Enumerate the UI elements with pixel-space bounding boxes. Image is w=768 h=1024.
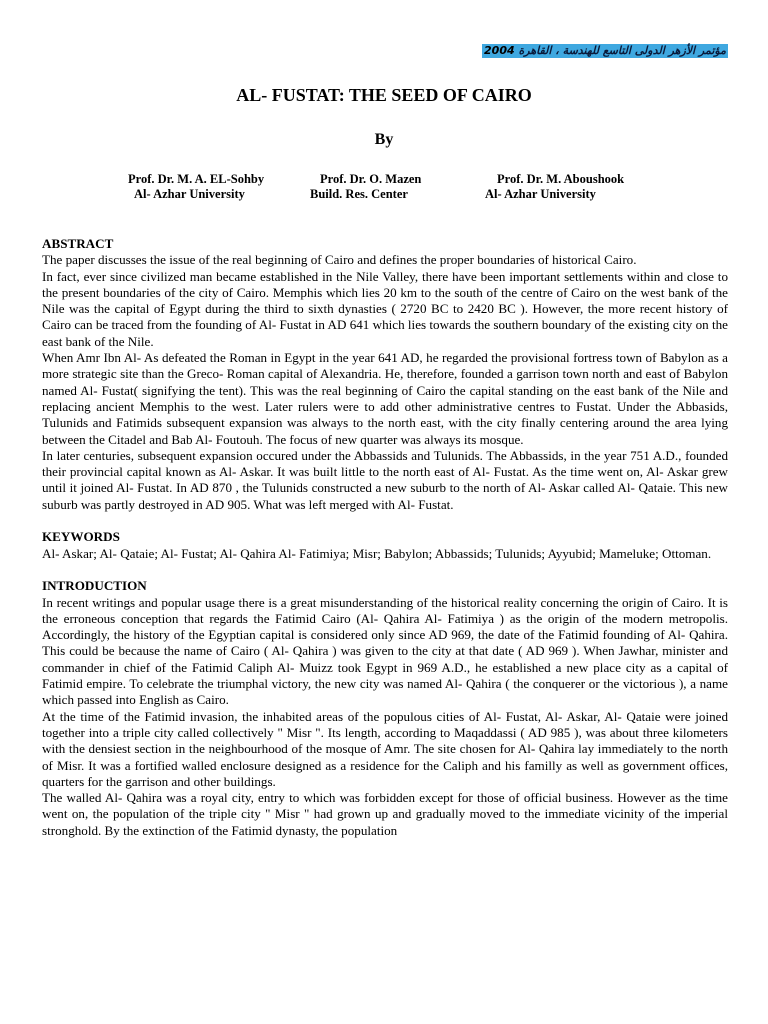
introduction-heading: INTRODUCTION xyxy=(42,578,147,594)
author-name: Prof. Dr. M. Aboushook xyxy=(497,172,625,186)
author-affiliation: Al- Azhar University xyxy=(134,187,245,201)
section-gap xyxy=(42,513,728,529)
author-2 xyxy=(310,172,421,202)
author-1 xyxy=(128,172,264,202)
paper-body xyxy=(42,236,728,839)
introduction-paragraph: In recent writings and popular usage there is a great misunderstanding of the historical reality concerning the origin of Cairo. It is the erroneous conception that regards the Fatimid Cairo (Al- Qahira Al- Fatimiya ) as the origin of the modern metropolis. Accordingly, the history of the Egyptian capital is considered only since AD 969, the date of the Fatimid founding of Al- Qahira. This could be because the name of Cairo ( Al- Qahira ) was given to the city at that date ( AD 969 ). When Jawhar, minister and commander in chief of the Fatimid Caliph Al- Muizz took Egypt in 969 A.D., he established a new place city as a capital of Fatimid empire. To celebrate the triumphal victory, the new city was named Al- Qahira ( the conquerer or the victorious ), a name which passed into English as Cairo. xyxy=(42,594,728,708)
author-3 xyxy=(485,172,624,202)
abstract-paragraph: In later centuries, subsequent expansion occured under the Abbassids and Tulunids. The Abbassids, in the year 751 A.D., founded their provincial capital known as Al- Askar. It was built little to the north east of Al- Fustat. As the time went on, Al- Askar grew until it joined Al- Fustat. In AD 870 , the Tulunids constructed a new suburb to the north of Al- Askar called Al- Qataie. This new suburb was partly destroyed in AD 905. What was left merged with Al- Fustat. xyxy=(42,447,728,512)
paper-title: AL- FUSTAT: THE SEED OF CAIRO xyxy=(236,85,532,105)
author-name: Prof. Dr. O. Mazen xyxy=(320,172,422,186)
by-label: By xyxy=(374,131,394,148)
keywords-heading: KEYWORDS xyxy=(42,529,120,545)
keywords-text: Al- Askar; Al- Qataie; Al- Fustat; Al- Qahira Al- Fatimiya; Misr; Babylon; Abbassids; Tulunids; Ayyubid; Mameluke; Ottoman. xyxy=(42,545,712,561)
abstract-paragraph: The paper discusses the issue of the real beginning of Cairo and defines the proper boundaries of historical Cairo. xyxy=(42,252,637,268)
conference-year: 2004 xyxy=(484,44,515,57)
author-affiliation: Al- Azhar University xyxy=(485,187,596,201)
author-name: Prof. Dr. M. A. EL-Sohby xyxy=(128,172,265,186)
introduction-paragraph: The walled Al- Qahira was a royal city, entry to which was forbidden except for those of official business. However as the time went on, the population of the triple city " Misr " had grown up and gradually moved to the immediate vicinity of the imperial stronghold. By the extinction of the Fatimid dynasty, the population xyxy=(42,790,728,838)
introduction-paragraph: At the time of the Fatimid invasion, the inhabited areas of the populous cities of Al- Fustat, Al- Askar, Al- Qataie were joined together into a triple city called collectively " Misr ". Its length, according to Maqaddassi ( AD 985 ), was about three kilometers with the densiest section in the neighbourhood of the mosque of Amr. The site chosen for Al- Qahira lay immediately to the north of Misr. It was a fortified walled enclosure designed as a residence for the Caliph and his familly as well as government offices, quarters for the garrison and other buildings. xyxy=(42,708,728,789)
conference-header xyxy=(482,44,728,58)
author-affiliation: Build. Res. Center xyxy=(310,187,408,201)
conference-name-arabic: مؤتمر الأزهر الدولى التاسع للهندسة ، القاهرة xyxy=(518,44,726,57)
abstract-heading: ABSTRACT xyxy=(42,236,114,251)
abstract-paragraph: When Amr Ibn Al- As defeated the Roman in Egypt in the year 641 AD, he regarded the provisional fortress town of Babylon as a more strategic site than the Greco- Roman capital of Alexandria. He, therefore, founded a garrison town north and east of Babylon named Al- Fustat( signifying the tent). This was the real beginning of Cairo the capital standing on the east bank of the Nile and replacing ancient Memphis to the west. Later rulers were to add other administrative centres to Fustat. Under the Abbasids, Tulunids and Fatimids subsequent expansion was always to the north east, with the city finally centering around the area lying between the Citadel and Bab Al- Foutouh. The focus of new quarter was always its mosque. xyxy=(42,350,728,447)
abstract-paragraph: In fact, ever since civilized man became established in the Nile Valley, there have been important settlements within and close to the present boundaries of the city of Cairo. Memphis which lies 20 km to the south of the centre of Cairo on the west bank of the Nile was the capital of Egypt during the third to sixth dynasties ( 2720 BC to 2420 BC ). However, the more recent history of Cairo can be traced from the founding of Al- Fustat in AD 641 which lies towards the southern boundary of the existing city on the east bank of the Nile. xyxy=(42,268,728,349)
section-gap xyxy=(42,562,728,578)
